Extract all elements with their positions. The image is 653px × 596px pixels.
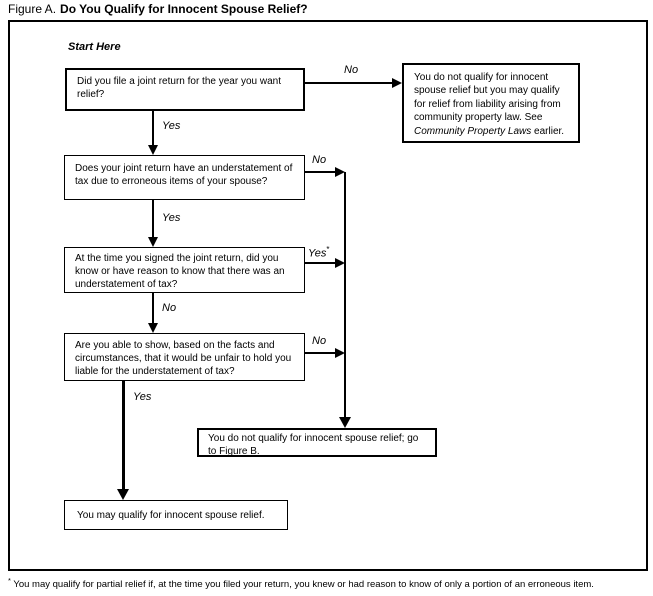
start-here-label: Start Here: [68, 41, 121, 53]
community-text-after: earlier.: [531, 125, 565, 137]
edge-label-q4-yes: Yes: [133, 391, 152, 403]
connector-q3-no-line: [152, 293, 154, 325]
node-q2-understatement: Does your joint return have an understatement of tax due to erroneous items of your spouse?: [64, 155, 305, 200]
edge-label-q4-no: No: [312, 335, 327, 347]
arrowhead-q3-no: [148, 323, 158, 333]
edge-label-q3-no: No: [162, 302, 177, 314]
connector-q1-no-line: [305, 82, 395, 84]
connector-q3-yes-line: [305, 262, 337, 264]
edge-label-q3-yes: [308, 245, 329, 260]
edge-label-q3-yes-asterisk: *: [326, 245, 330, 254]
arrowhead-q1-no: [392, 78, 402, 88]
node-result-community-property: [402, 63, 580, 143]
connector-q2-yes-line: [152, 200, 154, 238]
connector-collector-line: [344, 172, 346, 418]
arrowhead-collector: [339, 417, 351, 428]
arrowhead-q4-yes: [117, 489, 129, 500]
footnote-marker: *: [8, 576, 11, 585]
figure-title-main: Do You Qualify for Innocent Spouse Relief?: [60, 2, 308, 16]
edge-label-q3-yes-text: Yes: [308, 247, 327, 260]
connector-q2-no-line: [305, 171, 337, 173]
figure-title-prefix: Figure A.: [8, 2, 57, 16]
connector-q1-yes-line: [152, 111, 154, 147]
node-result-figure-b: You do not qualify for innocent spouse relief; go to Figure B.: [197, 428, 437, 457]
edge-label-q2-no: No: [312, 154, 327, 166]
arrowhead-q2-yes: [148, 237, 158, 247]
footnote: [8, 576, 594, 590]
figure-title: [8, 2, 308, 16]
node-q1-joint-return: Did you file a joint return for the year you want relief?: [65, 68, 305, 111]
edge-label-q1-no: No: [344, 64, 359, 76]
connector-q4-no-line: [305, 352, 337, 354]
connector-q4-yes-line: [122, 381, 125, 490]
node-result-may-qualify: You may qualify for innocent spouse relief.: [64, 500, 288, 530]
edge-label-q1-yes: Yes: [162, 120, 181, 132]
node-q4-unfair: Are you able to show, based on the facts and circumstances, that it would be unfair to hold you liable for the understatement of tax?: [64, 333, 305, 381]
node-q3-knowledge: At the time you signed the joint return, did you know or have reason to know that there was an understatement of tax?: [64, 247, 305, 293]
community-text-before: You do not qualify for innocent spouse relief but you may qualify for relief from liability arising from community property law. See: [414, 72, 561, 124]
edge-label-q2-yes: Yes: [162, 212, 181, 224]
footnote-text: You may qualify for partial relief if, at the time you filed your return, you knew or had reason to know of only a portion of an erroneous item.: [13, 579, 594, 591]
community-text-italic: Community Property Laws: [414, 125, 532, 137]
arrowhead-q1-yes: [148, 145, 158, 155]
